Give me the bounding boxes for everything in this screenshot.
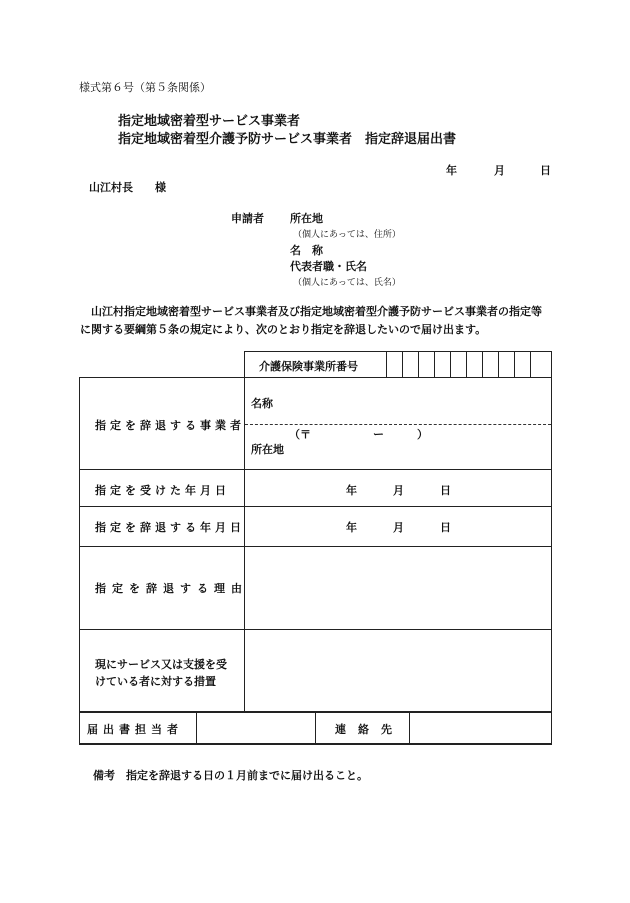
withdraw-day-label: 日 [440,521,451,534]
measures-label-line1: 現にサービス又は支援を受 [95,658,227,671]
applicant-rep-label: 代表者職・氏名 [290,260,367,273]
designated-month-label: 月 [393,484,404,497]
addressee: 山江村長 様 [89,181,166,194]
contact-person-label: 届出書担当者 [87,723,183,736]
withdraw-date-label: 指定を辞退する年月日 [95,521,245,534]
postal-close: ） [417,428,428,441]
measures-label-line2: けている者に対する措置 [95,675,216,688]
applicant-label: 申請者 [231,212,264,225]
remark: 備考 指定を辞退する日の１月前までに届け出ること。 [93,769,368,782]
reason-label: 指定を辞退する理由 [95,582,248,595]
designated-date-label: 指定を受けた年月日 [95,484,230,497]
withdrawal-table [79,351,552,745]
insurer-number-label: 介護保険事業所番号 [259,360,358,373]
contact-label: 連絡先 [335,723,404,736]
designated-day-label: 日 [440,484,451,497]
applicant-rep-note: （個人にあっては、氏名） [293,278,401,288]
name-label: 名称 [251,397,273,410]
date-year-label: 年 [446,164,457,177]
form-number: 様式第６号（第５条関係） [79,81,211,94]
withdraw-year-label: 年 [346,521,357,534]
withdraw-month-label: 月 [393,521,404,534]
withdrawer-label: 指定を辞退する事業者 [95,419,245,432]
postal-dash: ー [373,428,384,441]
title-line-2: 指定地域密着型介護予防サービス事業者 指定辞退届出書 [118,132,457,147]
designated-year-label: 年 [346,484,357,497]
applicant-address-note: （個人にあっては、住所） [293,230,401,240]
date-month-label: 月 [494,164,505,177]
date-day-label: 日 [540,164,551,177]
applicant-address-label: 所在地 [290,212,323,225]
title-line-1: 指定地域密着型サービス事業者 [118,114,301,129]
body-text: 山江村指定地域密着型サービス事業者及び指定地域密着型介護予防サービス事業者の指定等に関する要綱第５条の規定により、次のとおり指定を辞退したいので届け出ます。 [80,305,542,336]
applicant-name-label: 名 称 [290,244,323,257]
location-label: 所在地 [251,443,284,456]
postal-open: （〒 [289,428,311,441]
